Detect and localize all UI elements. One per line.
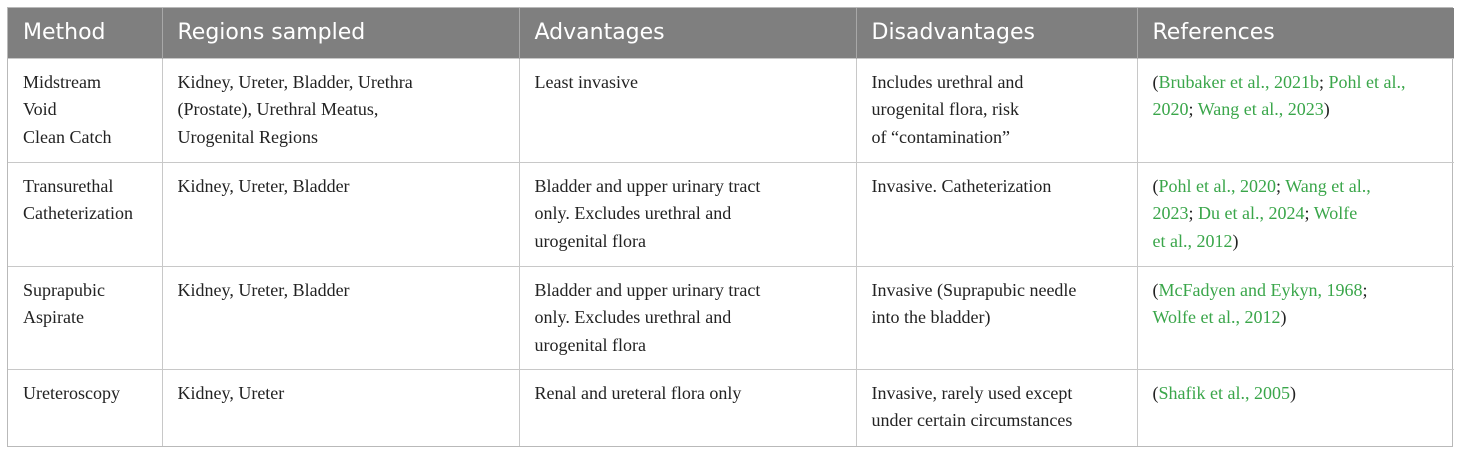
- text-line: Kidney, Ureter: [177, 382, 285, 403]
- reference-link[interactable]: Brubaker et al., 2021b: [1158, 71, 1319, 92]
- references-cell: [1137, 162, 1454, 266]
- reference-line: [1153, 228, 1447, 256]
- punctuation: ): [1280, 307, 1287, 327]
- reference-line: [1153, 96, 1447, 124]
- text-line: Midstream: [23, 71, 101, 92]
- reference-line: [1153, 380, 1447, 408]
- disadvantages-cell: [856, 369, 1137, 446]
- text-line: only. Excludes urethral and: [534, 307, 732, 327]
- punctuation: ): [1232, 230, 1239, 251]
- table-row: [8, 369, 1454, 446]
- reference-link[interactable]: McFadyen and Eykyn, 1968: [1158, 279, 1363, 300]
- punctuation: ;: [1276, 175, 1286, 196]
- punctuation: ;: [1304, 203, 1314, 223]
- text-line: Catheterization: [23, 203, 133, 223]
- text-line: Suprapubic: [23, 279, 105, 300]
- text-line: Least invasive: [534, 71, 638, 92]
- text-line: Void: [23, 99, 57, 119]
- reference-link[interactable]: Wolfe: [1313, 203, 1358, 223]
- text-line: Renal and ureteral flora only: [534, 382, 742, 403]
- text-line: (Prostate), Urethral Meatus,: [177, 99, 379, 119]
- reference-link[interactable]: Shafik et al., 2005: [1158, 382, 1290, 403]
- disadvantages-cell: [856, 162, 1137, 266]
- punctuation: (: [1152, 382, 1159, 403]
- reference-link[interactable]: Pohl et al.,: [1328, 71, 1406, 92]
- text-line: of “contamination”: [871, 126, 1010, 147]
- reference-line: [1153, 173, 1447, 201]
- punctuation: ;: [1188, 99, 1198, 119]
- references-cell: [1137, 266, 1454, 369]
- regions-cell: [162, 58, 519, 162]
- punctuation: ): [1323, 99, 1330, 119]
- disadvantages-cell: [856, 58, 1137, 162]
- punctuation: ;: [1362, 279, 1368, 300]
- table-row: [8, 162, 1454, 266]
- disadvantages-cell: [856, 266, 1137, 369]
- text-line: Invasive. Catheterization: [871, 175, 1052, 196]
- text-line: Clean Catch: [23, 126, 112, 147]
- regions-cell: [162, 266, 519, 369]
- text-line: Bladder and upper urinary tract: [534, 175, 761, 196]
- advantages-cell: [519, 369, 856, 446]
- text-line: urogenital flora: [534, 334, 646, 355]
- reference-link[interactable]: Du et al., 2024: [1198, 203, 1305, 223]
- text-line: Kidney, Ureter, Bladder: [177, 279, 350, 300]
- header-row: [8, 8, 1454, 58]
- reference-link[interactable]: Wang et al., 2023: [1197, 99, 1324, 119]
- reference-link[interactable]: 2020: [1152, 99, 1189, 119]
- header-regions-sampled: Regions sampled: [162, 8, 519, 58]
- regions-cell: [162, 162, 519, 266]
- reference-link[interactable]: Pohl et al., 2020: [1158, 175, 1276, 196]
- table-row: [8, 266, 1454, 369]
- reference-link[interactable]: Wang et al.,: [1285, 175, 1371, 196]
- text-line: Ureteroscopy: [23, 382, 120, 403]
- text-line: Kidney, Ureter, Bladder: [177, 175, 350, 196]
- regions-cell: [162, 369, 519, 446]
- header-disadvantages: Disadvantages: [856, 8, 1137, 58]
- references-cell: [1137, 58, 1454, 162]
- method-cell: [8, 369, 162, 446]
- punctuation: (: [1152, 175, 1159, 196]
- header-advantages: Advantages: [519, 8, 856, 58]
- advantages-cell: [519, 266, 856, 369]
- method-cell: [8, 58, 162, 162]
- text-line: urogenital flora: [534, 230, 646, 251]
- table: [8, 8, 1454, 446]
- punctuation: (: [1152, 71, 1159, 92]
- punctuation: ): [1289, 382, 1296, 403]
- references-cell: [1137, 369, 1454, 446]
- method-cell: [8, 266, 162, 369]
- text-line: Transurethal: [23, 175, 114, 196]
- table-body: [8, 58, 1454, 446]
- reference-link[interactable]: Wolfe et al., 2012: [1152, 307, 1281, 327]
- text-line: under certain circumstances: [871, 410, 1073, 430]
- method-cell: [8, 162, 162, 266]
- reference-line: [1153, 304, 1447, 332]
- header-references: References: [1137, 8, 1454, 58]
- text-line: Urogenital Regions: [177, 126, 318, 147]
- text-line: into the bladder): [871, 307, 991, 327]
- reference-line: [1153, 69, 1447, 97]
- reference-link[interactable]: et al., 2012: [1152, 230, 1233, 251]
- reference-link[interactable]: 2023: [1152, 203, 1189, 223]
- punctuation: (: [1152, 279, 1159, 300]
- text-line: Bladder and upper urinary tract: [534, 279, 761, 300]
- punctuation: ;: [1318, 71, 1329, 92]
- text-line: Invasive (Suprapubic needle: [871, 279, 1077, 300]
- text-line: Aspirate: [23, 307, 84, 327]
- text-line: Invasive, rarely used except: [871, 382, 1073, 403]
- sampling-methods-table: [7, 7, 1453, 447]
- text-line: Includes urethral and: [871, 71, 1024, 92]
- reference-line: [1153, 277, 1447, 305]
- punctuation: ;: [1188, 203, 1199, 223]
- text-line: only. Excludes urethral and: [534, 203, 732, 223]
- advantages-cell: [519, 58, 856, 162]
- text-line: Kidney, Ureter, Bladder, Urethra: [177, 71, 413, 92]
- text-line: urogenital flora, risk: [871, 99, 1019, 119]
- reference-line: [1153, 200, 1447, 228]
- header-method: Method: [8, 8, 162, 58]
- advantages-cell: [519, 162, 856, 266]
- table-row: [8, 58, 1454, 162]
